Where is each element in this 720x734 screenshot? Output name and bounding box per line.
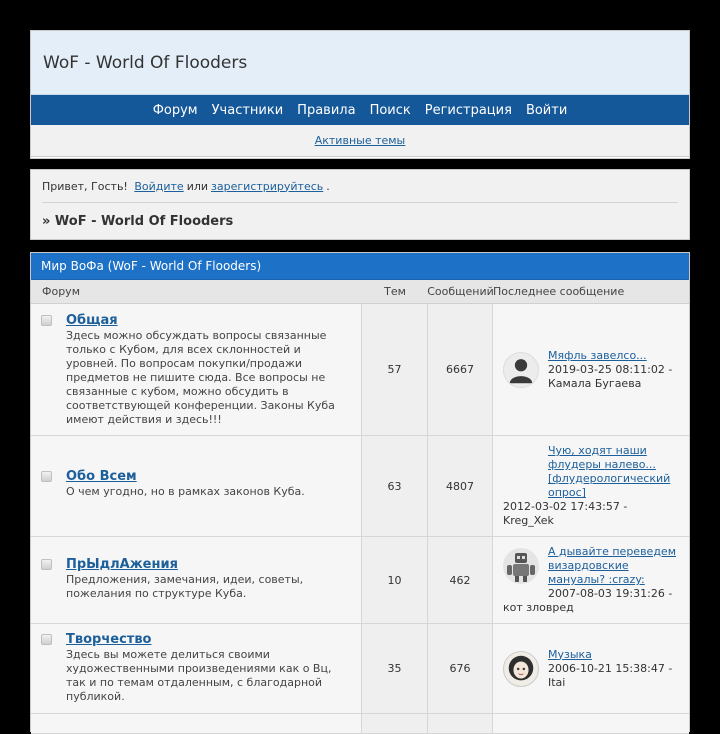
forum-row: [31, 537, 689, 624]
last-post-link[interactable]: Чую, ходят наши флудеры налево... [флудерологический опрос]: [548, 444, 671, 499]
last-post-link[interactable]: Мяфль завелсо...: [548, 348, 647, 362]
topics-count: 10: [362, 537, 428, 623]
posts-count: 676: [428, 624, 493, 713]
main-nav: [31, 95, 689, 125]
last-post: [503, 545, 689, 615]
last-post-cell: [493, 624, 689, 713]
forum-row: [31, 624, 689, 714]
forum-cell: [31, 714, 362, 733]
last-post: [503, 349, 689, 391]
forum-status-icon: [41, 559, 52, 570]
col-topics: Тем: [384, 285, 406, 298]
default-avatar-icon[interactable]: [503, 352, 539, 388]
greeting-text: Привет, Гость!: [42, 179, 128, 193]
forum-description: Здесь вы можете делиться своими художественными произведениями как о Вц, так и по темам отдаленным, с благодарной публикой.: [66, 648, 332, 703]
col-forum: Форум: [42, 285, 80, 298]
last-post: [503, 648, 689, 690]
column-headers: [31, 280, 689, 304]
forum-description: Предложения, замечания, идеи, советы, пожелания по структуре Куба.: [66, 573, 304, 600]
forum-row: [31, 304, 689, 436]
forum-status-icon: [41, 471, 52, 482]
last-post-date: 2012-03-02 17:43:57 -: [503, 500, 628, 513]
forum-row-partial: [31, 714, 689, 734]
last-post-text: [548, 648, 689, 690]
posts-count: 4807: [428, 436, 493, 536]
welcome-box: [30, 169, 690, 240]
last-post-link[interactable]: А дывайте переведем визардовские мануалы? :crazy:: [548, 545, 676, 586]
forum-link[interactable]: Обо Всем: [66, 469, 137, 484]
forum-info: [66, 313, 341, 427]
forum-description: Здесь можно обсуждать вопросы связанные только с Кубом, для всех склонностей и уровней. По вопросам покупки/продажи предметов не пишите сюда. Все вопросы не связанные с кубом, можно обсудить в соответствующей конференции. Законы Куба имеют действия и здесь!!!: [66, 329, 335, 426]
forum-status-icon: [41, 315, 52, 326]
welcome-line: [42, 170, 678, 203]
last-post-author: Камала Бугаева: [548, 376, 642, 390]
active-topics-link[interactable]: Активные темы: [314, 134, 406, 147]
last-post-date: 2007-08-03 19:31:26 -: [548, 587, 673, 600]
girl-avatar-icon[interactable]: [503, 651, 539, 687]
last-post-subject: [548, 444, 689, 500]
period-text: .: [326, 179, 330, 193]
forum-link[interactable]: ПрЫдлАжения: [66, 557, 178, 572]
nav-forum[interactable]: Форум: [152, 102, 198, 118]
topics-count: 35: [362, 624, 428, 713]
breadcrumb: » WoF - World Of Flooders: [42, 213, 234, 229]
last-post-meta: [503, 587, 689, 615]
forum-link[interactable]: Общая: [66, 313, 118, 328]
forum-info: [66, 557, 341, 601]
category-header[interactable]: Мир ВоФа (WoF - World Of Flooders): [31, 253, 689, 280]
forum-link[interactable]: Творчество: [66, 632, 152, 647]
forum-cell: [31, 624, 362, 713]
last-post-cell: [493, 304, 689, 435]
last-post-meta: [503, 500, 689, 528]
title-bar: [31, 31, 689, 95]
last-post-cell: [493, 436, 689, 536]
forum-cell: [31, 304, 362, 435]
last-post-author: Kreg_Xek: [503, 514, 554, 527]
forum-cell: [31, 537, 362, 623]
last-post: [503, 444, 689, 528]
forum-info: [66, 469, 341, 499]
register-link[interactable]: зарегистрируйтесь: [211, 179, 324, 193]
last-post-cell: [493, 537, 689, 623]
forum-row: [31, 436, 689, 537]
posts-count: 462: [428, 537, 493, 623]
last-post-date: 2006-10-21 15:38:47 -: [548, 661, 673, 675]
sub-nav: [31, 125, 689, 157]
last-post-link[interactable]: Музыка: [548, 647, 592, 661]
last-post-cell: [493, 714, 689, 733]
nav-members[interactable]: Участники: [211, 102, 284, 118]
last-post-text: [548, 349, 689, 391]
last-post-text: [548, 545, 689, 587]
col-posts: Сообщений: [427, 285, 494, 298]
robot-avatar-icon[interactable]: [503, 548, 539, 584]
nav-login[interactable]: Войти: [525, 102, 568, 118]
last-post-date: 2019-03-25 08:11:02 -: [548, 362, 673, 376]
col-last-post: Последнее сообщение: [493, 285, 625, 298]
site-title[interactable]: WoF - World Of Flooders: [43, 52, 248, 73]
site-header: [30, 30, 690, 159]
forum-status-icon: [41, 634, 52, 645]
topics-count: 63: [362, 436, 428, 536]
forum-cell: [31, 436, 362, 536]
nav-search[interactable]: Поиск: [369, 102, 411, 118]
last-post-author: Itai: [548, 675, 566, 689]
nav-register[interactable]: Регистрация: [424, 102, 512, 118]
nav-rules[interactable]: Правила: [297, 102, 356, 118]
or-text: или: [186, 179, 209, 193]
last-post-author: кот зловред: [503, 601, 574, 614]
forum-description: О чем угодно, но в рамках законов Куба.: [66, 485, 305, 498]
forum-info: [66, 632, 341, 704]
login-link[interactable]: Войдите: [134, 179, 184, 193]
forum-table: [30, 252, 690, 732]
topics-count: 57: [362, 304, 428, 435]
posts-count: [428, 714, 493, 733]
topics-count: [362, 714, 428, 733]
posts-count: 6667: [428, 304, 493, 435]
